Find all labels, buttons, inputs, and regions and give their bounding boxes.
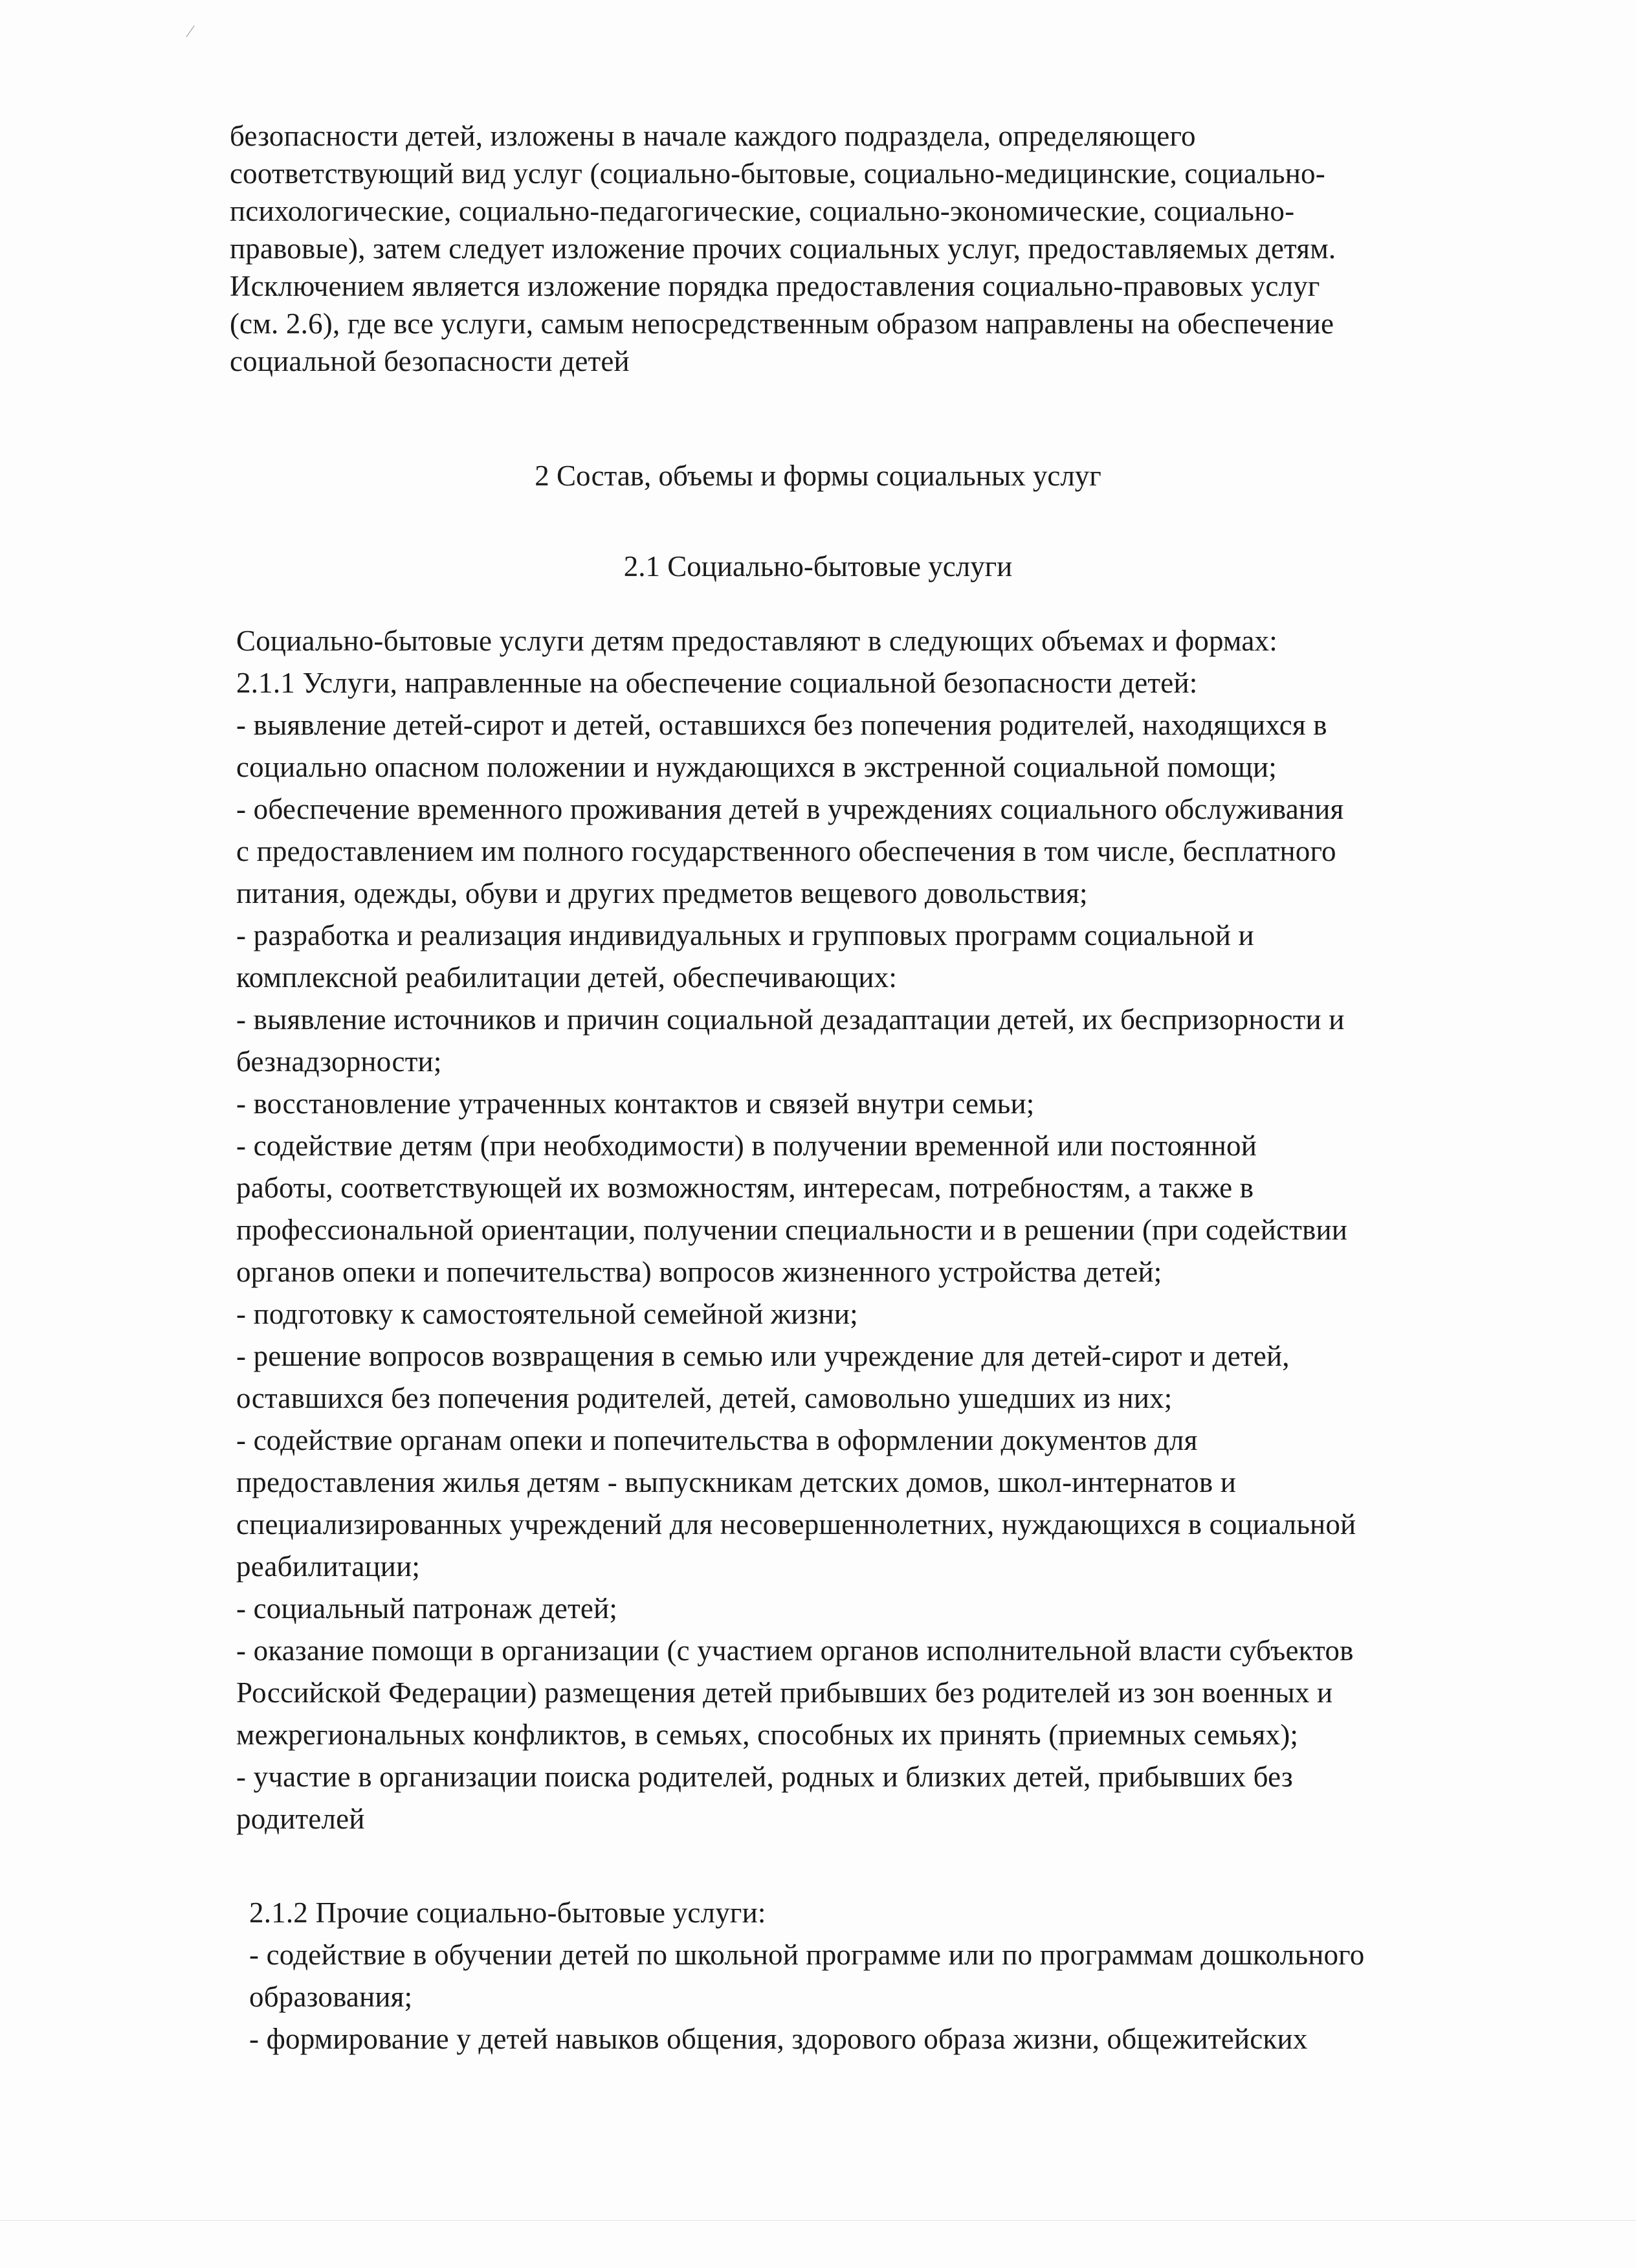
intro-line: психологические, социально-педагогические, социально-экономические, социально-: [230, 195, 1295, 227]
subsection-heading: 2.1 Социально-бытовые услуги: [623, 550, 1013, 583]
intro-line: Исключением является изложение порядка предоставления социально-правовых услуг: [230, 270, 1320, 302]
intro-line: социальной безопасности детей: [230, 345, 630, 377]
list-item: родителей: [236, 1803, 365, 1835]
list-item: - обеспечение временного проживания детей в учреждениях социального обслуживания: [236, 793, 1344, 825]
scan-artifact: ⁄: [189, 22, 192, 41]
list-item: оставшихся без попечения родителей, детей, самовольно ушедших из них;: [236, 1382, 1173, 1414]
list-item: комплексной реабилитации детей, обеспечивающих:: [236, 961, 898, 994]
list-item: - выявление источников и причин социальной дезадаптации детей, их беспризорности и: [236, 1003, 1345, 1036]
list-item: - социальный патронаж детей;: [236, 1592, 618, 1625]
list-item: реабилитации;: [236, 1550, 421, 1583]
intro-line: соответствующий вид услуг (социально-бытовые, социально-медицинские, социально-: [230, 157, 1325, 190]
intro-line: безопасности детей, изложены в начале каждого подраздела, определяющего: [230, 120, 1196, 152]
list-item: органов опеки и попечительства) вопросов жизненного устройства детей;: [236, 1256, 1162, 1288]
list-item: предоставления жилья детям - выпускникам детских домов, школ-интернатов и: [236, 1466, 1237, 1498]
list-item: межрегиональных конфликтов, в семьях, способных их принять (приемных семьях);: [236, 1718, 1299, 1751]
list-item: - разработка и реализация индивидуальных и групповых программ социальной и: [236, 919, 1254, 951]
list-item: работы, соответствующей их возможностям, интересам, потребностям, а также в: [236, 1172, 1254, 1204]
list-item: Социально-бытовые услуги детям предоставляют в следующих объемах и формах:: [236, 625, 1277, 657]
list-item: профессиональной ориентации, получении специальности и в решении (при содействии: [236, 1214, 1348, 1246]
list-item: 2.1.1 Услуги, направленные на обеспечение социальной безопасности детей:: [236, 667, 1198, 699]
intro-line: правовые), затем следует изложение прочих социальных услуг, предоставляемых детям.: [230, 232, 1336, 265]
list-item: питания, одежды, обуви и других предметов вещевого довольствия;: [236, 877, 1088, 909]
list-item: специализированных учреждений для несовершеннолетних, нуждающихся в социальной: [236, 1508, 1356, 1540]
list-item: безнадзорности;: [236, 1045, 442, 1078]
list-item: - содействие органам опеки и попечительства в оформлении документов для: [236, 1424, 1198, 1456]
list-item: - формирование у детей навыков общения, здорового образа жизни, общежитейских: [249, 2023, 1308, 2055]
list-item: - восстановление утраченных контактов и связей внутри семьи;: [236, 1087, 1035, 1120]
list-item: - содействие в обучении детей по школьной программе или по программам дошкольного: [249, 1939, 1365, 1971]
list-item: - решение вопросов возвращения в семью или учреждение для детей-сирот и детей,: [236, 1340, 1290, 1372]
list-item: - участие в организации поиска родителей, родных и близких детей, прибывших без: [236, 1761, 1293, 1793]
list-item: Российской Федерации) размещения детей прибывших без родителей из зон военных и: [236, 1676, 1333, 1709]
list-item: - подготовку к самостоятельной семейной жизни;: [236, 1298, 858, 1330]
list-item: - выявление детей-сирот и детей, оставшихся без попечения родителей, находящихся в: [236, 709, 1327, 741]
list-item: социально опасном положении и нуждающихся в экстренной социальной помощи;: [236, 751, 1277, 783]
intro-line: (см. 2.6), где все услуги, самым непосредственным образом направлены на обеспечение: [230, 307, 1334, 340]
scan-edge: [0, 2220, 1636, 2221]
list-item: образования;: [249, 1981, 413, 2013]
list-item: 2.1.2 Прочие социально-бытовые услуги:: [249, 1896, 766, 1929]
list-item: - оказание помощи в организации (с участием органов исполнительной власти субъектов: [236, 1634, 1354, 1667]
list-item: - содействие детям (при необходимости) в получении временной или постоянной: [236, 1129, 1257, 1162]
section-heading: 2 Состав, объемы и формы социальных услуг: [535, 460, 1101, 492]
list-item: с предоставлением им полного государственного обеспечения в том числе, бесплатного: [236, 835, 1336, 867]
